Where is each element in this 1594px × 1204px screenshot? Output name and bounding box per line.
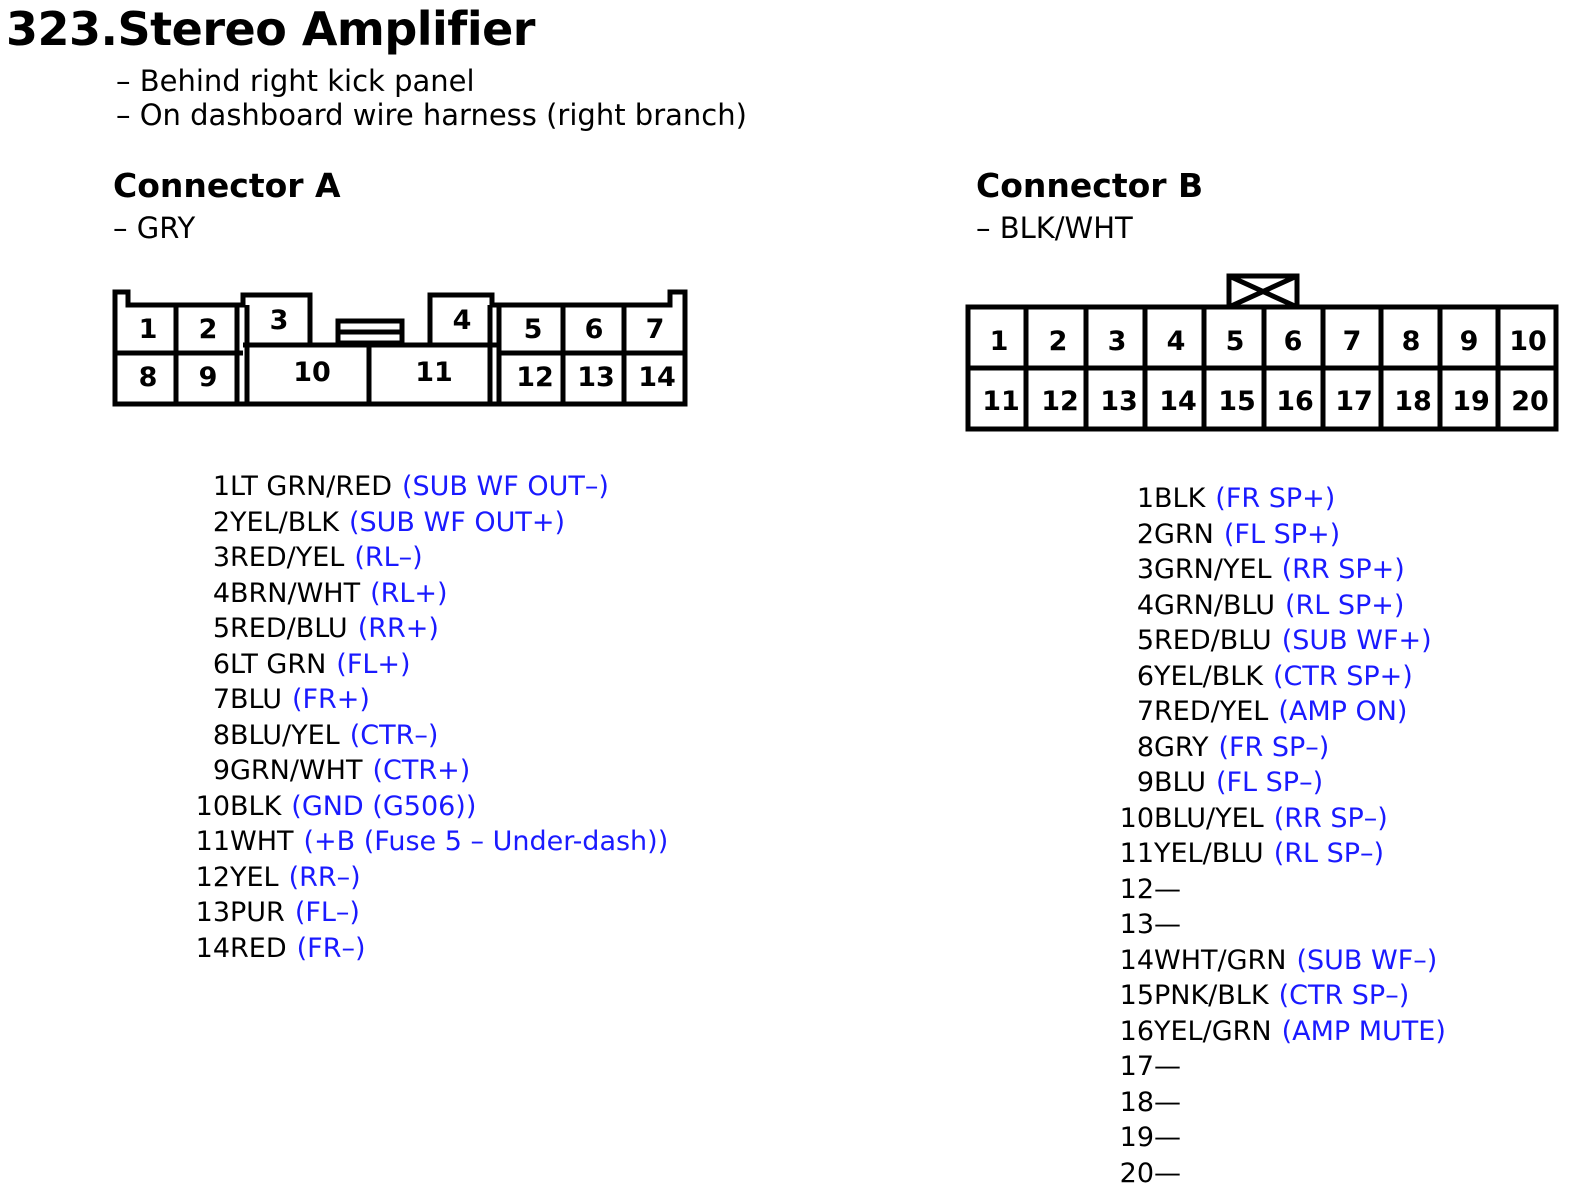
- pin-function: (AMP ON): [1278, 696, 1408, 727]
- pin-function: (CTR+): [372, 755, 471, 786]
- pin-number: 13: [1119, 909, 1154, 940]
- wire-color: —: [1154, 1051, 1181, 1082]
- wire-color: —: [1154, 909, 1181, 940]
- pin-function: (GND (G506)): [291, 790, 477, 822]
- pin-number: 1: [212, 471, 230, 502]
- pin-row: [1112, 659, 1446, 695]
- conn-a-pin-3: 3: [269, 305, 289, 336]
- conn-a-pin-2: 2: [198, 314, 218, 345]
- pin-number: 7: [212, 684, 230, 715]
- wire-color: RED/BLU: [230, 613, 348, 644]
- pin-number: 9: [212, 755, 230, 786]
- pin-row: [1112, 765, 1446, 801]
- pin-number: 8: [1136, 731, 1154, 763]
- wire-color: YEL/BLK: [1154, 660, 1263, 692]
- conn-a-pin-14: 14: [638, 362, 676, 393]
- pin-function: (RL–): [354, 542, 423, 573]
- pin-number: 12: [195, 861, 230, 893]
- conn-b-pin-7: 7: [1342, 326, 1362, 357]
- conn-b-pin-3: 3: [1107, 326, 1127, 357]
- pin-number: 16: [1119, 1015, 1154, 1047]
- pin-row: [188, 931, 668, 967]
- wire-color: BRN/WHT: [230, 577, 361, 609]
- pin-function: (FL SP–): [1215, 767, 1324, 798]
- wire-color: —: [1154, 1157, 1181, 1189]
- pin-row: [1112, 1085, 1446, 1121]
- wire-color: —: [1154, 1086, 1181, 1118]
- pin-row: [1112, 943, 1446, 979]
- conn-b-pin-20: 20: [1511, 386, 1549, 417]
- pin-row: [188, 682, 668, 718]
- pin-number: 5: [1136, 625, 1154, 656]
- pin-row: [1112, 836, 1446, 872]
- pin-function: (CTR–): [349, 719, 439, 751]
- pin-row: [188, 824, 668, 860]
- pin-row: [1112, 623, 1446, 659]
- pin-function: (RR SP–): [1273, 802, 1388, 834]
- conn-b-pin-10: 10: [1509, 326, 1547, 357]
- wire-color: WHT: [230, 826, 294, 857]
- pin-number: 14: [195, 932, 230, 964]
- conn-b-pin-14: 14: [1159, 386, 1197, 417]
- pin-function: (FR SP–): [1218, 731, 1330, 763]
- wire-color: PNK/BLK: [1154, 980, 1269, 1011]
- pin-number: 3: [212, 542, 230, 573]
- pin-function: (FL SP+): [1223, 518, 1341, 550]
- pin-function: (FR+): [291, 684, 370, 715]
- pin-function: (RL+): [370, 577, 448, 609]
- conn-a-pin-1: 1: [138, 314, 158, 345]
- conn-b-pin-4: 4: [1166, 326, 1186, 357]
- pin-number: 20: [1119, 1157, 1154, 1189]
- pin-function: (SUB WF OUT+): [348, 506, 565, 538]
- wire-color: LT GRN/RED: [230, 471, 392, 502]
- wire-color: PUR: [230, 897, 285, 928]
- pin-number: 4: [1136, 589, 1154, 621]
- conn-b-pin-11: 11: [982, 386, 1020, 417]
- wire-color: BLK: [230, 790, 282, 822]
- pin-number: 2: [1136, 518, 1154, 550]
- conn-b-pin-16: 16: [1276, 386, 1314, 417]
- pin-function: (FR–): [296, 932, 366, 964]
- pin-function: (+B (Fuse 5 – Under-dash)): [303, 826, 669, 857]
- wire-color: RED/YEL: [1154, 696, 1269, 727]
- conn-b-pin-17: 17: [1335, 386, 1373, 417]
- wire-color: BLU/YEL: [230, 719, 340, 751]
- conn-a-pin-8: 8: [138, 362, 158, 393]
- conn-b-pin-6: 6: [1283, 326, 1303, 357]
- pin-row: [1112, 588, 1446, 624]
- pin-number: 8: [212, 719, 230, 751]
- pin-number: 19: [1119, 1122, 1154, 1153]
- conn-b-pin-5: 5: [1225, 326, 1245, 357]
- wire-color: YEL/BLK: [230, 506, 339, 538]
- pin-row: [1112, 552, 1446, 588]
- pin-row: [188, 753, 668, 789]
- wire-color: YEL/BLU: [1154, 838, 1264, 869]
- pin-number: 2: [212, 506, 230, 538]
- conn-a-pin-11: 11: [415, 357, 453, 388]
- pin-row: [188, 505, 668, 541]
- pin-row: [1112, 517, 1446, 553]
- wire-color: WHT/GRN: [1154, 944, 1287, 976]
- conn-b-pin-15: 15: [1218, 386, 1256, 417]
- pin-function: (RL SP–): [1273, 838, 1385, 869]
- pin-number: 5: [212, 613, 230, 644]
- pin-function: (CTR SP–): [1278, 980, 1410, 1011]
- pin-row: [1112, 801, 1446, 837]
- pin-row: [188, 576, 668, 612]
- pin-function: (CTR SP+): [1272, 660, 1413, 692]
- pin-function: (FL+): [336, 648, 411, 680]
- wire-color: GRN/YEL: [1154, 554, 1272, 585]
- pin-row: [1112, 978, 1446, 1014]
- connector-a-color: – GRY: [113, 211, 196, 245]
- pin-row: [188, 718, 668, 754]
- conn-a-pin-4: 4: [452, 305, 472, 336]
- pin-function: (RR SP+): [1281, 554, 1405, 585]
- wire-color: BLU: [1154, 767, 1206, 798]
- conn-a-pin-6: 6: [584, 314, 604, 345]
- pin-function: (RR–): [288, 861, 361, 893]
- page-title: 323.Stereo Amplifier: [6, 2, 535, 56]
- wire-color: LT GRN: [230, 648, 327, 680]
- location-line-1: – Behind right kick panel: [116, 64, 475, 98]
- pin-number: 6: [1136, 660, 1154, 692]
- connector-b-color: – BLK/WHT: [976, 211, 1133, 245]
- wire-color: BLK: [1154, 483, 1206, 514]
- pin-number: 4: [212, 577, 230, 609]
- wire-color: GRN: [1154, 518, 1214, 550]
- pin-row: [1112, 730, 1446, 766]
- conn-b-pin-12: 12: [1041, 386, 1079, 417]
- conn-a-pin-13: 13: [577, 362, 615, 393]
- wire-color: YEL/GRN: [1154, 1015, 1272, 1047]
- pin-function: (FR SP+): [1215, 483, 1336, 514]
- pin-function: (FL–): [294, 897, 360, 928]
- pin-number: 11: [195, 826, 230, 857]
- pin-number: 18: [1119, 1086, 1154, 1118]
- pin-row: [188, 611, 668, 647]
- pin-function: (AMP MUTE): [1281, 1015, 1446, 1047]
- location-line-2: – On dashboard wire harness (right branch): [116, 98, 747, 132]
- pin-number: 15: [1119, 980, 1154, 1011]
- pin-number: 14: [1119, 944, 1154, 976]
- pin-row: [1112, 1120, 1446, 1156]
- wire-color: GRY: [1154, 731, 1209, 763]
- wire-color: BLU/YEL: [1154, 802, 1264, 834]
- connector-b-title: Connector B: [976, 166, 1204, 205]
- pin-row: [1112, 1156, 1446, 1192]
- pin-number: 6: [212, 648, 230, 680]
- pin-number: 9: [1136, 767, 1154, 798]
- pin-number: 1: [1136, 483, 1154, 514]
- wire-color: RED/YEL: [230, 542, 345, 573]
- pin-row: [1112, 907, 1446, 943]
- conn-b-pin-1: 1: [989, 326, 1009, 357]
- pin-function: (SUB WF OUT–): [402, 471, 609, 502]
- conn-a-pin-10: 10: [293, 357, 331, 388]
- pin-row: [188, 895, 668, 931]
- conn-a-pin-7: 7: [645, 314, 665, 345]
- wire-color: —: [1154, 1122, 1181, 1153]
- pin-row: [1112, 694, 1446, 730]
- pin-row: [188, 789, 668, 825]
- pin-function: (SUB WF+): [1281, 625, 1432, 656]
- pin-number: 12: [1119, 873, 1154, 905]
- wire-color: YEL: [230, 861, 279, 893]
- wire-color: GRN/BLU: [1154, 589, 1275, 621]
- connector-a-pin-list: [188, 469, 668, 966]
- pin-number: 3: [1136, 554, 1154, 585]
- pin-number: 17: [1119, 1051, 1154, 1082]
- wire-color: RED/BLU: [1154, 625, 1272, 656]
- pin-row: [1112, 872, 1446, 908]
- connector-a-title: Connector A: [113, 166, 341, 205]
- pin-row: [1112, 1014, 1446, 1050]
- wire-color: —: [1154, 873, 1181, 905]
- conn-b-pin-13: 13: [1100, 386, 1138, 417]
- conn-b-pin-18: 18: [1394, 386, 1432, 417]
- conn-a-pin-9: 9: [198, 362, 218, 393]
- pin-row: [188, 469, 668, 505]
- wire-color: RED: [230, 932, 287, 964]
- pin-number: 11: [1119, 838, 1154, 869]
- pin-function: (SUB WF–): [1296, 944, 1438, 976]
- conn-b-pin-8: 8: [1401, 326, 1421, 357]
- conn-b-pin-2: 2: [1048, 326, 1068, 357]
- pin-row: [188, 540, 668, 576]
- pin-number: 10: [195, 790, 230, 822]
- pin-function: (RR+): [357, 613, 439, 644]
- pin-row: [188, 647, 668, 683]
- conn-b-pin-9: 9: [1459, 326, 1479, 357]
- conn-a-pin-5: 5: [523, 314, 543, 345]
- wire-color: BLU: [230, 684, 282, 715]
- wire-color: GRN/WHT: [230, 755, 363, 786]
- pin-row: [1112, 481, 1446, 517]
- pin-number: 13: [195, 897, 230, 928]
- pin-row: [188, 860, 668, 896]
- pin-number: 10: [1119, 802, 1154, 834]
- conn-b-pin-19: 19: [1452, 386, 1490, 417]
- conn-a-pin-12: 12: [516, 362, 554, 393]
- connector-b-pin-list: [1112, 481, 1446, 1191]
- pin-function: (RL SP+): [1284, 589, 1405, 621]
- pin-row: [1112, 1049, 1446, 1085]
- pin-number: 7: [1136, 696, 1154, 727]
